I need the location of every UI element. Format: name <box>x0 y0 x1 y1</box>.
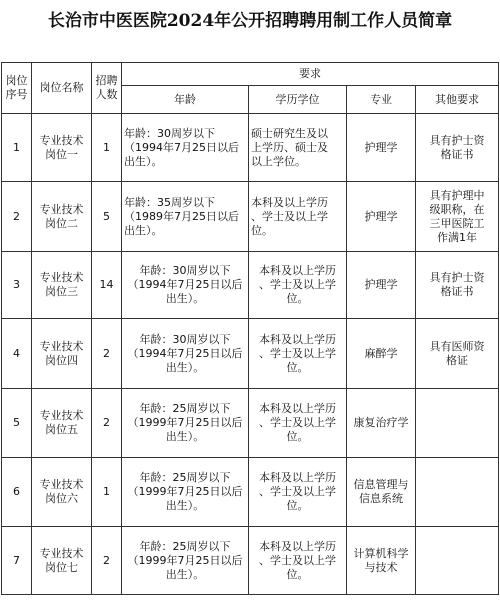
table-row <box>2 389 499 458</box>
cell-age: 年龄：35周岁以下 （1989年7月25日以后 出生）。 <box>122 182 249 252</box>
cell-education: 本科及以上学历 、学士及以上学 位。 <box>249 527 347 595</box>
cell-count: 1 <box>92 114 122 182</box>
table-row <box>2 458 499 527</box>
table-row <box>2 319 499 389</box>
cell-education: 本科及以上学历 、学士及以上学 位。 <box>249 319 347 389</box>
cell-education: 本科及以上学历 、学士及以上学 位。 <box>249 458 347 527</box>
cell-seq: 4 <box>2 319 32 389</box>
cell-major: 护理学 <box>347 252 416 319</box>
cell-count: 1 <box>92 458 122 527</box>
table-row <box>2 114 499 182</box>
cell-education: 本科及以上学历 、学士及以上学 位。 <box>249 252 347 319</box>
cell-other: 具有护士资 格证书 <box>416 252 499 319</box>
cell-seq: 1 <box>2 114 32 182</box>
cell-count: 2 <box>92 389 122 458</box>
cell-age: 年龄：30周岁以下 （1994年7月25日以后 出生）。 <box>122 252 249 319</box>
cell-other: 具有护理中 级职称，在 三甲医院工 作满1年 <box>416 182 499 252</box>
header-education: 学历学位 <box>249 86 347 114</box>
cell-seq: 5 <box>2 389 32 458</box>
cell-seq: 3 <box>2 252 32 319</box>
cell-age: 年龄：25周岁以下 （1999年7月25日以后 出生）。 <box>122 389 249 458</box>
cell-other <box>416 389 499 458</box>
cell-other: 具有护士资 格证书 <box>416 114 499 182</box>
cell-major: 信息管理与 信息系统 <box>347 458 416 527</box>
cell-name: 专业技术 岗位五 <box>32 389 92 458</box>
header-row <box>2 63 499 86</box>
cell-major: 计算机科学 与技术 <box>347 527 416 595</box>
page-title: 长治市中医医院2024年公开招聘聘用制工作人员简章 <box>47 11 453 31</box>
table-row <box>2 182 499 252</box>
cell-name: 专业技术 岗位二 <box>32 182 92 252</box>
cell-seq: 7 <box>2 527 32 595</box>
cell-age: 年龄：25周岁以下 （1999年7月25日以后 出生）。 <box>122 527 249 595</box>
header-seq: 岗位 序号 <box>2 63 32 114</box>
cell-name: 专业技术 岗位七 <box>32 527 92 595</box>
cell-age: 年龄：30周岁以下 （1994年7月25日以后 出生）。 <box>122 114 249 182</box>
header-age: 年龄 <box>122 86 249 114</box>
cell-count: 2 <box>92 527 122 595</box>
cell-education: 本科及以上学历 、学士及以上学 位。 <box>249 182 347 252</box>
cell-major: 护理学 <box>347 182 416 252</box>
cell-name: 专业技术 岗位四 <box>32 319 92 389</box>
cell-education: 本科及以上学历 、学士及以上学 位。 <box>249 389 347 458</box>
header-count: 招聘 人数 <box>92 63 122 114</box>
header-requirements: 要求 <box>122 63 499 86</box>
cell-age: 年龄：25周岁以下 （1999年7月25日以后 出生）。 <box>122 458 249 527</box>
cell-major: 康复治疗学 <box>347 389 416 458</box>
header-major: 专业 <box>347 86 416 114</box>
cell-name: 专业技术 岗位六 <box>32 458 92 527</box>
cell-name: 专业技术 岗位一 <box>32 114 92 182</box>
cell-age: 年龄：30周岁以下 （1994年7月25日以后 出生）。 <box>122 319 249 389</box>
cell-education: 硕士研究生及以 上学历、硕士及 以上学位。 <box>249 114 347 182</box>
header-name: 岗位名称 <box>32 63 92 114</box>
cell-major: 护理学 <box>347 114 416 182</box>
table-row <box>2 252 499 319</box>
cell-other <box>416 458 499 527</box>
cell-other: 具有医师资 格证 <box>416 319 499 389</box>
cell-count: 2 <box>92 319 122 389</box>
cell-name: 专业技术 岗位三 <box>32 252 92 319</box>
header-other: 其他要求 <box>416 86 499 114</box>
cell-count: 5 <box>92 182 122 252</box>
recruitment-table <box>1 62 499 595</box>
cell-count: 14 <box>92 252 122 319</box>
cell-major: 麻醉学 <box>347 319 416 389</box>
cell-seq: 2 <box>2 182 32 252</box>
cell-other <box>416 527 499 595</box>
cell-seq: 6 <box>2 458 32 527</box>
table-row <box>2 527 499 595</box>
